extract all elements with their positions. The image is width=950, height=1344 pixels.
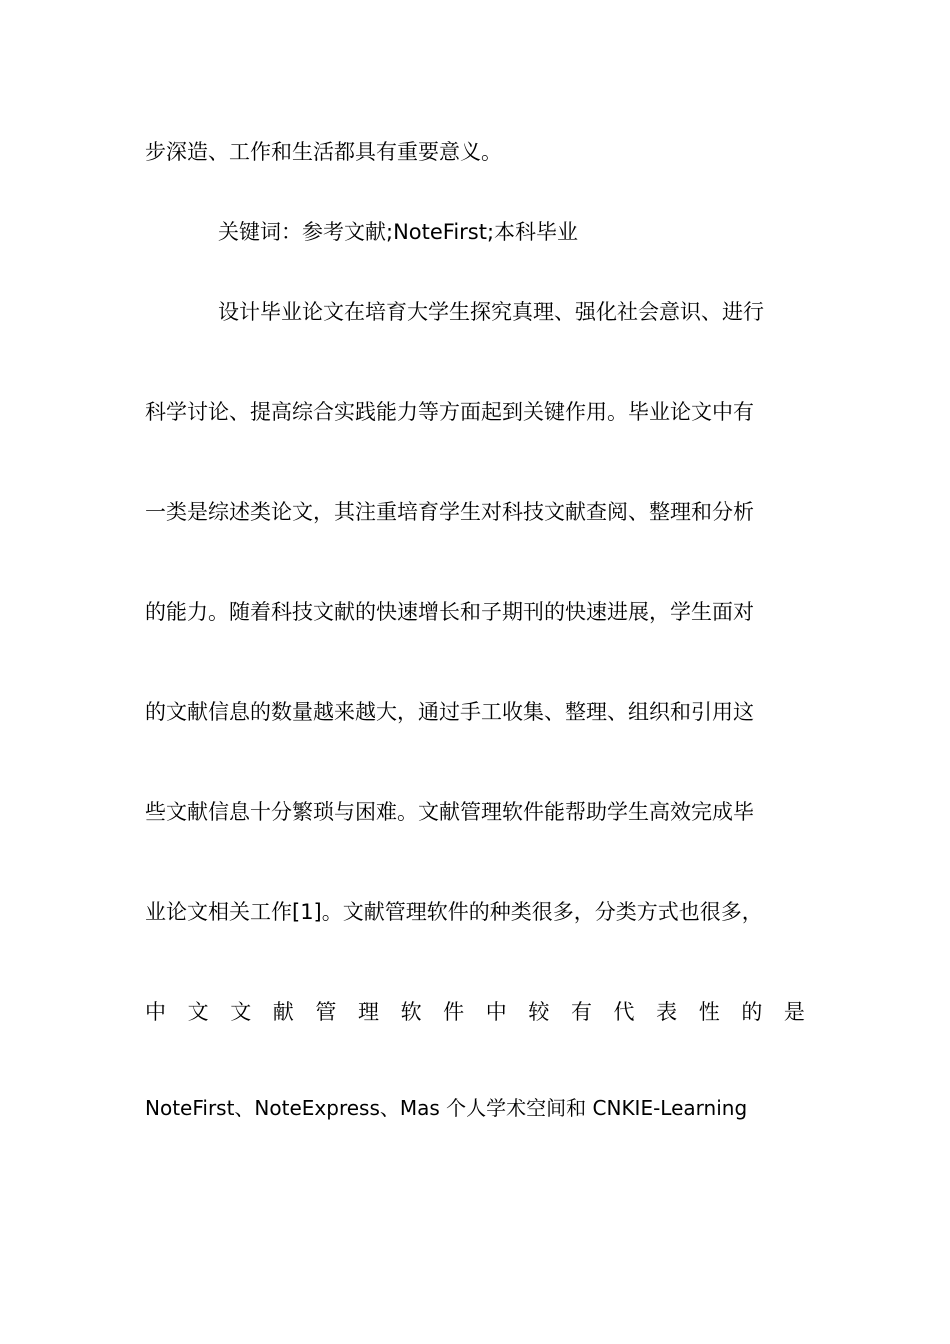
spaced-char: 献 [272, 1000, 294, 1024]
spaced-char: 理 [357, 1000, 379, 1024]
body-line-2: 科学讨论、提高综合实践能力等方面起到关键作用。毕业论文中有 [145, 400, 754, 424]
body-line-5: 的文献信息的数量越来越大，通过手工收集、整理、组织和引用这 [145, 700, 754, 724]
spaced-char: 表 [656, 1000, 678, 1024]
spaced-char: 软 [400, 1000, 422, 1024]
body-line-3: 一类是综述类论文，其注重培育学生对科技文献查阅、整理和分析 [145, 500, 754, 524]
body-line-9: NoteFirst、NoteExpress、Mas 个人学术空间和 CNKIE-Learning [145, 1096, 748, 1120]
spaced-char: 是 [783, 1000, 805, 1024]
spaced-char: 管 [315, 1000, 337, 1024]
body-line-1: 设计毕业论文在培育大学生探究真理、强化社会意识、进行 [218, 300, 764, 324]
body-line-6: 些文献信息十分繁琐与困难。文献管理软件能帮助学生高效完成毕 [145, 800, 754, 824]
spaced-char: 文 [230, 1000, 252, 1024]
spaced-char: 性 [698, 1000, 720, 1024]
spaced-char: 的 [741, 1000, 763, 1024]
spaced-char: 中 [145, 1000, 166, 1024]
paragraph-continuation: 步深造、工作和生活都具有重要意义。 [145, 140, 502, 164]
spaced-char: 文 [187, 1000, 209, 1024]
spaced-char: 中 [485, 1000, 507, 1024]
spaced-char: 件 [443, 1000, 465, 1024]
body-line-4: 的能力。随着科技文献的快速增长和子期刊的快速进展，学生面对 [145, 600, 754, 624]
spaced-char: 较 [528, 1000, 550, 1024]
keywords-line: 关键词：参考文献;NoteFirst;本科毕业 [218, 220, 579, 244]
body-line-7: 业论文相关工作[1]。文献管理软件的种类很多，分类方式也很多， [145, 900, 763, 924]
spaced-char: 代 [613, 1000, 635, 1024]
spaced-char: 有 [570, 1000, 592, 1024]
body-line-8-spaced [145, 997, 805, 1027]
